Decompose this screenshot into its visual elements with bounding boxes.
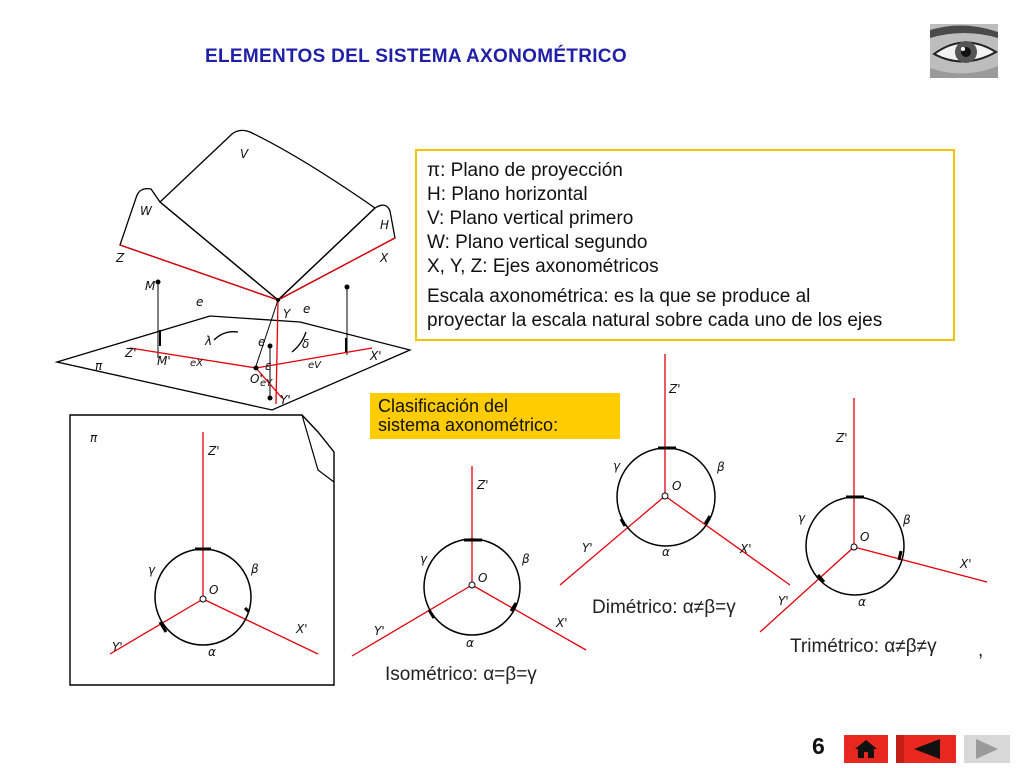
scale-definition-line: proyectar la escala natural sobre cada uno de los ejes [427,310,883,331]
label-ex: eX [190,358,204,369]
axis-diagram-isometric [352,466,586,656]
label-z: Z [116,251,125,265]
label-ev: eV [308,360,321,371]
axis-diagram-main [110,432,318,654]
label-iso-o: O [478,571,488,585]
page-number: 6 [812,733,825,759]
label-pi-2: π [90,431,98,445]
legend-line: V: Plano vertical primero [427,208,634,229]
home-button[interactable] [844,735,888,763]
label-yp-top: Y' [280,393,291,407]
label-iso-beta: β [522,552,530,566]
page-title: ELEMENTOS DEL SISTEMA AXONOMÉTRICO [205,46,627,67]
isometric-label: Isométrico: α=β=γ [385,664,537,685]
legend-line: W: Plano vertical segundo [427,232,648,253]
plane-v [160,130,375,300]
label-tri-gamma: γ [798,511,806,525]
label-e3: e [258,335,266,349]
label-main-zp: Z' [208,444,220,458]
label-tri-o: O [860,530,870,544]
label-main-yp: Y' [112,640,123,654]
plane-pi [57,316,410,410]
label-dim-gamma: γ [613,459,621,473]
dimetric-label: Dimétrico: α≠β=γ [592,597,736,618]
label-main-xp: X' [296,622,308,636]
label-tri-yp: Y' [778,594,789,608]
label-h: H [380,218,390,232]
legend-line: H: Plano horizontal [427,184,588,205]
label-e2: e [303,302,311,316]
label-w: W [140,204,152,218]
label-iso-alpha: α [466,636,474,650]
label-e1: e [196,295,204,309]
classification-line-2: sistema axonométrico: [378,415,559,435]
label-tri-zp: Z' [836,431,848,445]
scale-definition-line: Escala axonométrica: es la que se produce al [427,286,811,307]
legend-box [415,149,955,341]
plane-h [278,205,395,300]
label-y: Y [283,307,291,321]
label-dim-xp: X' [740,542,752,556]
label-m: M [145,279,156,293]
prev-button[interactable] [896,735,956,763]
label-dim-o: O [672,479,682,493]
legend-line: π: Plano de proyección [427,160,623,181]
label-lambda: λ [205,334,213,348]
label-main-alpha: α [208,645,216,659]
classification-box [370,393,620,439]
label-mp: M' [157,354,171,368]
label-iso-zp: Z' [477,478,489,492]
label-epsilon: ε [265,359,272,373]
label-pi-1: π [95,359,103,373]
label-main-o: O [209,583,219,597]
label-dim-beta: β [717,460,725,474]
stray-comma: , [978,640,984,661]
label-dim-zp: Z' [669,382,681,396]
next-button[interactable] [964,735,1010,763]
label-delta: δ [302,337,310,351]
label-dim-yp: Y' [582,541,593,555]
trimetric-label: Trimétrico: α≠β≠γ [790,636,937,657]
label-v: V [240,147,249,161]
label-tri-beta: β [903,513,911,527]
label-zp: Z' [125,346,137,360]
legend-line: X, Y, Z: Ejes axonométricos [427,256,659,277]
label-xp: X' [370,349,382,363]
classification-line-1: Clasificación del [378,396,509,416]
label-tri-alpha: α [858,595,866,609]
label-x: X [380,251,389,265]
axis-diagram-trimetric [760,398,987,632]
label-main-gamma: γ [148,563,156,577]
label-iso-gamma: γ [420,552,428,566]
label-iso-yp: Y' [374,624,385,638]
label-tri-xp: X' [960,557,972,571]
label-iso-xp: X' [556,616,568,630]
label-main-beta: β [251,562,259,576]
label-op: O' [250,372,263,386]
label-ey: eY [260,378,273,389]
label-dim-alpha: α [662,545,670,559]
